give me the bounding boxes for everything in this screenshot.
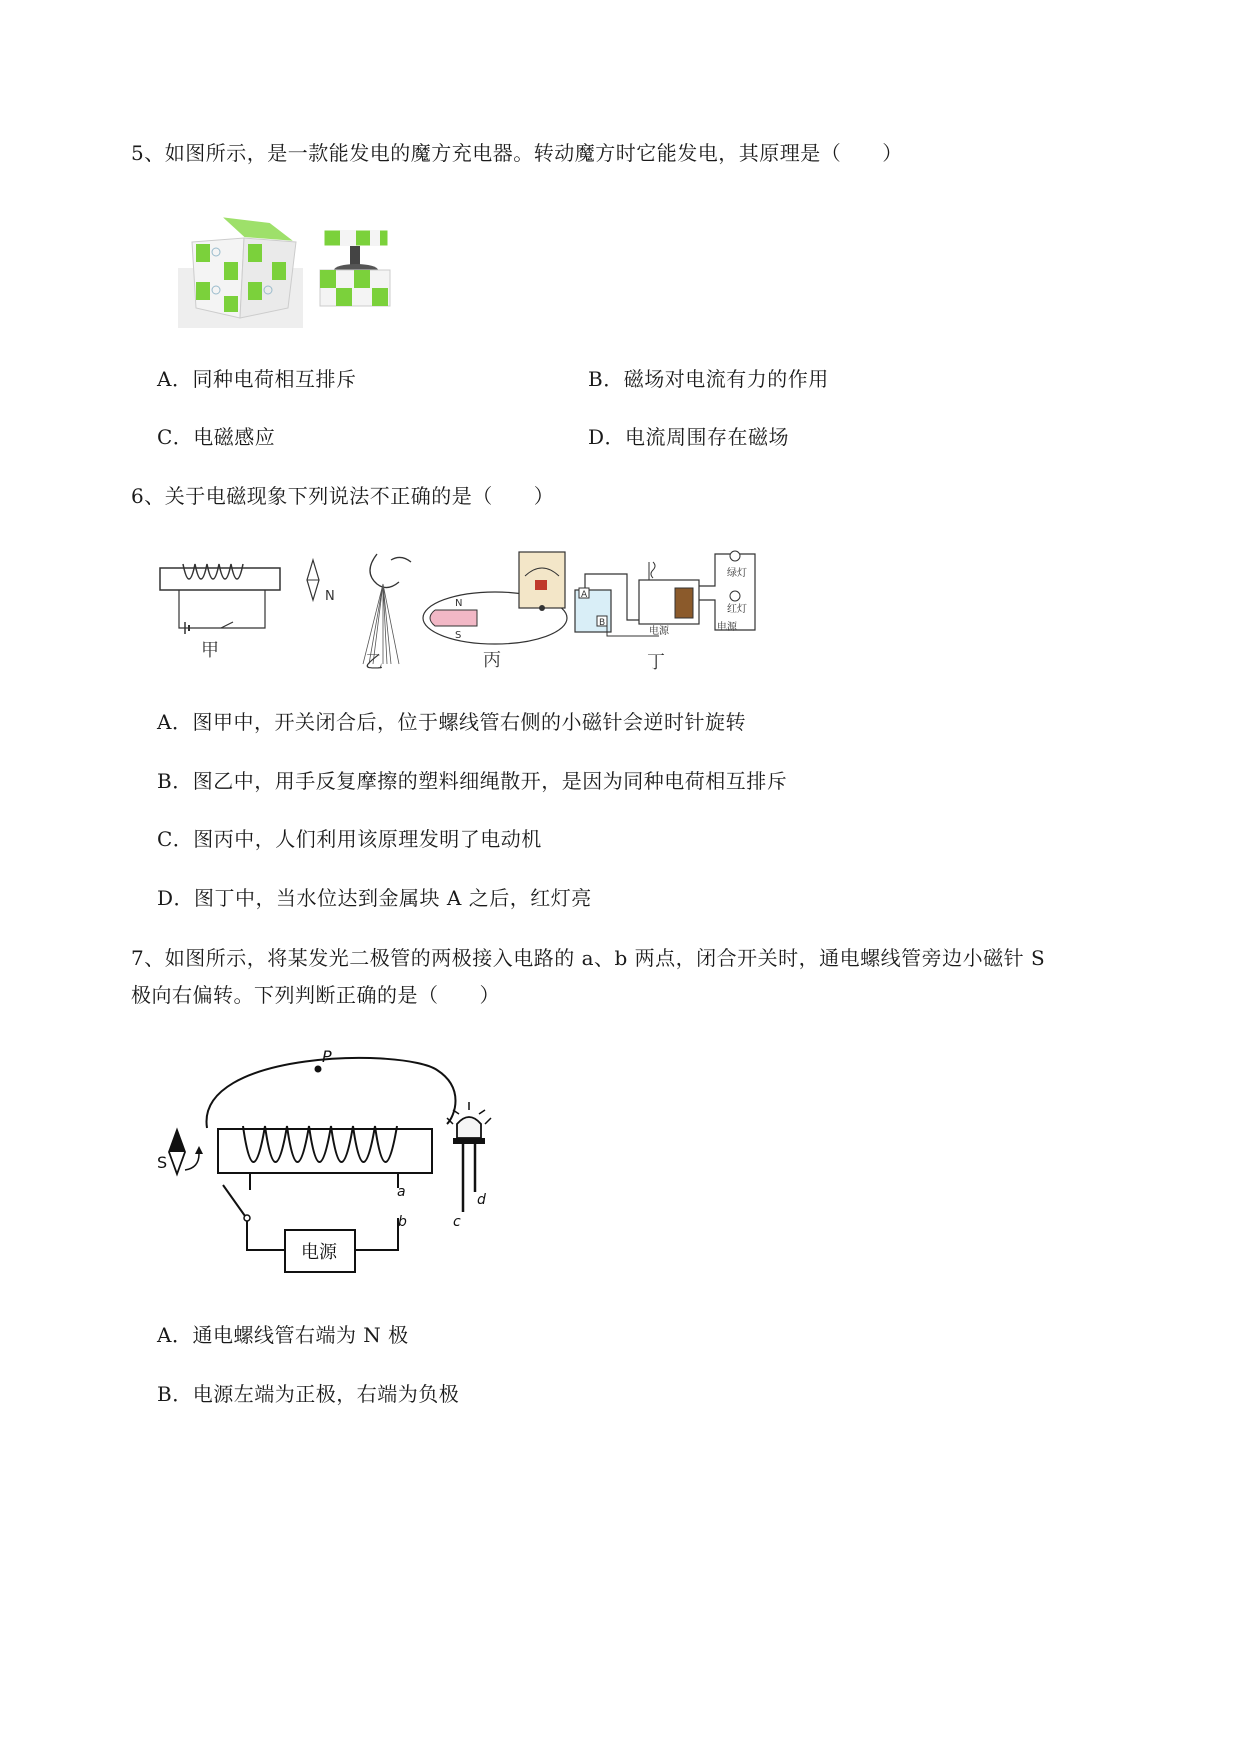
- led-icon: [447, 1102, 491, 1230]
- q5-option-a: A．同种电荷相互排斥: [157, 367, 357, 391]
- q5-option-d: D．电流周围存在磁场: [588, 425, 790, 449]
- q7-stem-line2: 极向右偏转。下列判断正确的是（ ）: [131, 983, 500, 1007]
- label-red-lamp: 红灯: [727, 604, 747, 615]
- q7-option-a: A．通电螺线管右端为 N 极: [157, 1323, 409, 1347]
- q6-option-b: B．图乙中，用手反复摩擦的塑料细绳散开，是因为同种电荷相互排斥: [157, 769, 788, 793]
- label-power1: 电源: [649, 626, 669, 637]
- label-jia: 甲: [201, 640, 219, 661]
- cube-icon: [192, 216, 296, 318]
- label-bing: 丙: [483, 650, 501, 671]
- q6-option-d: D．图丁中，当水位达到金属块 A 之后，红灯亮: [157, 886, 592, 910]
- label-d: d: [477, 1192, 486, 1208]
- q6-stem: 6、关于电磁现象下列说法不正确的是（ ）: [131, 484, 555, 508]
- q7-stem-line1: 7、如图所示，将某发光二极管的两极接入电路的 a、b 两点，闭合开关时，通电螺线管旁边小磁针 S: [131, 946, 1046, 970]
- label-b: B: [599, 618, 606, 628]
- q5-stem: 5、如图所示，是一款能发电的魔方充电器。转动魔方时它能发电，其原理是（ ）: [131, 141, 903, 165]
- label-green-lamp: 绿灯: [727, 568, 747, 579]
- opened-cube-icon: [320, 230, 390, 306]
- label-yi: 乙: [365, 652, 383, 673]
- hand-strings-diagram: [363, 554, 411, 673]
- label-c: c: [453, 1214, 461, 1230]
- q5-cube-image: [178, 208, 398, 328]
- label-s1: S: [455, 630, 462, 641]
- label-n1: N: [325, 589, 335, 604]
- label-b2: b: [398, 1214, 407, 1230]
- q7-option-b: B．电源左端为正极，右端为负极: [157, 1382, 460, 1406]
- compass-needle-icon: [307, 560, 335, 604]
- q7-circuit-figure: [155, 1040, 515, 1280]
- label-s2: S: [157, 1153, 168, 1172]
- label-power2: 电源: [717, 622, 737, 633]
- magnet-meter-diagram: [423, 552, 567, 671]
- q5-option-b: B．磁场对电流有力的作用: [588, 367, 829, 391]
- label-p: P: [322, 1047, 332, 1066]
- q6-option-a: A．图甲中，开关闭合后，位于螺线管右侧的小磁针会逆时针旋转: [157, 710, 746, 734]
- q6-figures: [155, 540, 775, 675]
- label-ding: 丁: [647, 652, 665, 673]
- label-a: A: [581, 590, 588, 600]
- compass-needle-icon: [157, 1130, 203, 1174]
- label-n2: N: [455, 598, 463, 609]
- label-a2: a: [397, 1184, 406, 1200]
- label-power3: 电源: [301, 1242, 337, 1263]
- solenoid-diagram: [160, 564, 280, 661]
- q5-option-c: C．电磁感应: [157, 425, 276, 449]
- relay-circuit-diagram: [575, 551, 755, 673]
- q6-option-c: C．图丙中，人们利用该原理发明了电动机: [157, 827, 542, 851]
